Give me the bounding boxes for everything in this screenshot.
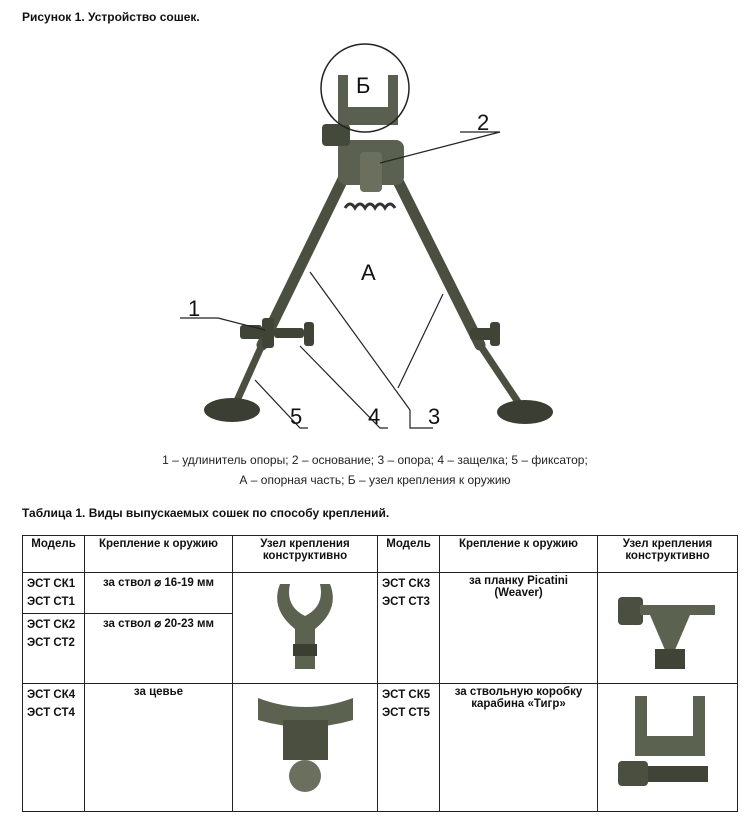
bipod-legs <box>235 175 520 405</box>
model-cell-r3: ЭСТ СК3 ЭСТ СТ3 <box>378 573 440 684</box>
figure-caption-line2: А – опорная часть; Б – узел крепления к оружию <box>239 473 511 487</box>
label-2: 2 <box>477 110 490 135</box>
photo-barrel-clamp <box>233 573 378 684</box>
label-5: 5 <box>290 404 303 429</box>
photo-picatinny-mount <box>598 573 738 684</box>
photo-tigr-mount <box>598 684 738 812</box>
foot-right <box>497 400 553 424</box>
label-3: 3 <box>428 404 441 429</box>
header-model-1: Модель <box>23 536 85 573</box>
header-node-1: Узел крепления конструктивно <box>233 536 378 573</box>
table-title: Таблица 1. Виды выпускаемых сошек по способу креплений. <box>22 506 390 520</box>
header-model-2: Модель <box>378 536 440 573</box>
picatinny-mount-image <box>610 577 725 677</box>
barrel-clamp-image <box>255 574 355 679</box>
mount-cell-r4: за цевье <box>85 684 233 812</box>
header-mount-2: Крепление к оружию <box>440 536 598 573</box>
header-mount-1: Крепление к оружию <box>85 536 233 573</box>
table-header-row <box>23 536 738 573</box>
bipod-types-table <box>22 535 738 812</box>
mount-cell-r3: за планку Picatini (Weaver) <box>440 573 598 684</box>
foot-left <box>204 398 260 422</box>
photo-forend-mount <box>233 684 378 812</box>
model-cell-r5: ЭСТ СК5 ЭСТ СТ5 <box>378 684 440 812</box>
mount-cell-r5: за ствольную коробку карабина «Тигр» <box>440 684 598 812</box>
label-b: Б <box>356 73 371 98</box>
mount-cell-r1: за ствол ⌀ 16-19 мм <box>85 573 233 614</box>
bipod-spring <box>345 204 395 208</box>
label-4: 4 <box>368 404 381 429</box>
figure-caption-line1: 1 – удлинитель опоры; 2 – основание; 3 – опора; 4 – защелка; 5 – фиксатор; <box>162 453 588 467</box>
bipod-base <box>322 124 404 192</box>
label-1: 1 <box>188 296 201 321</box>
table-row <box>23 573 738 614</box>
model-cell-r2: ЭСТ СК2 ЭСТ СТ2 <box>23 614 85 684</box>
mount-cell-r2: за ствол ⌀ 20-23 мм <box>85 614 233 684</box>
table-row <box>23 684 738 812</box>
tigr-mount-image <box>610 686 725 806</box>
figure-title: Рисунок 1. Устройство сошек. <box>22 10 200 24</box>
model-cell-r4: ЭСТ СК4 ЭСТ СТ4 <box>23 684 85 812</box>
model-cell-r1: ЭСТ СК1 ЭСТ СТ1 <box>23 573 85 614</box>
forend-mount-image <box>248 686 363 806</box>
label-a: А <box>361 260 376 285</box>
header-node-2: Узел крепления конструктивно <box>598 536 738 573</box>
